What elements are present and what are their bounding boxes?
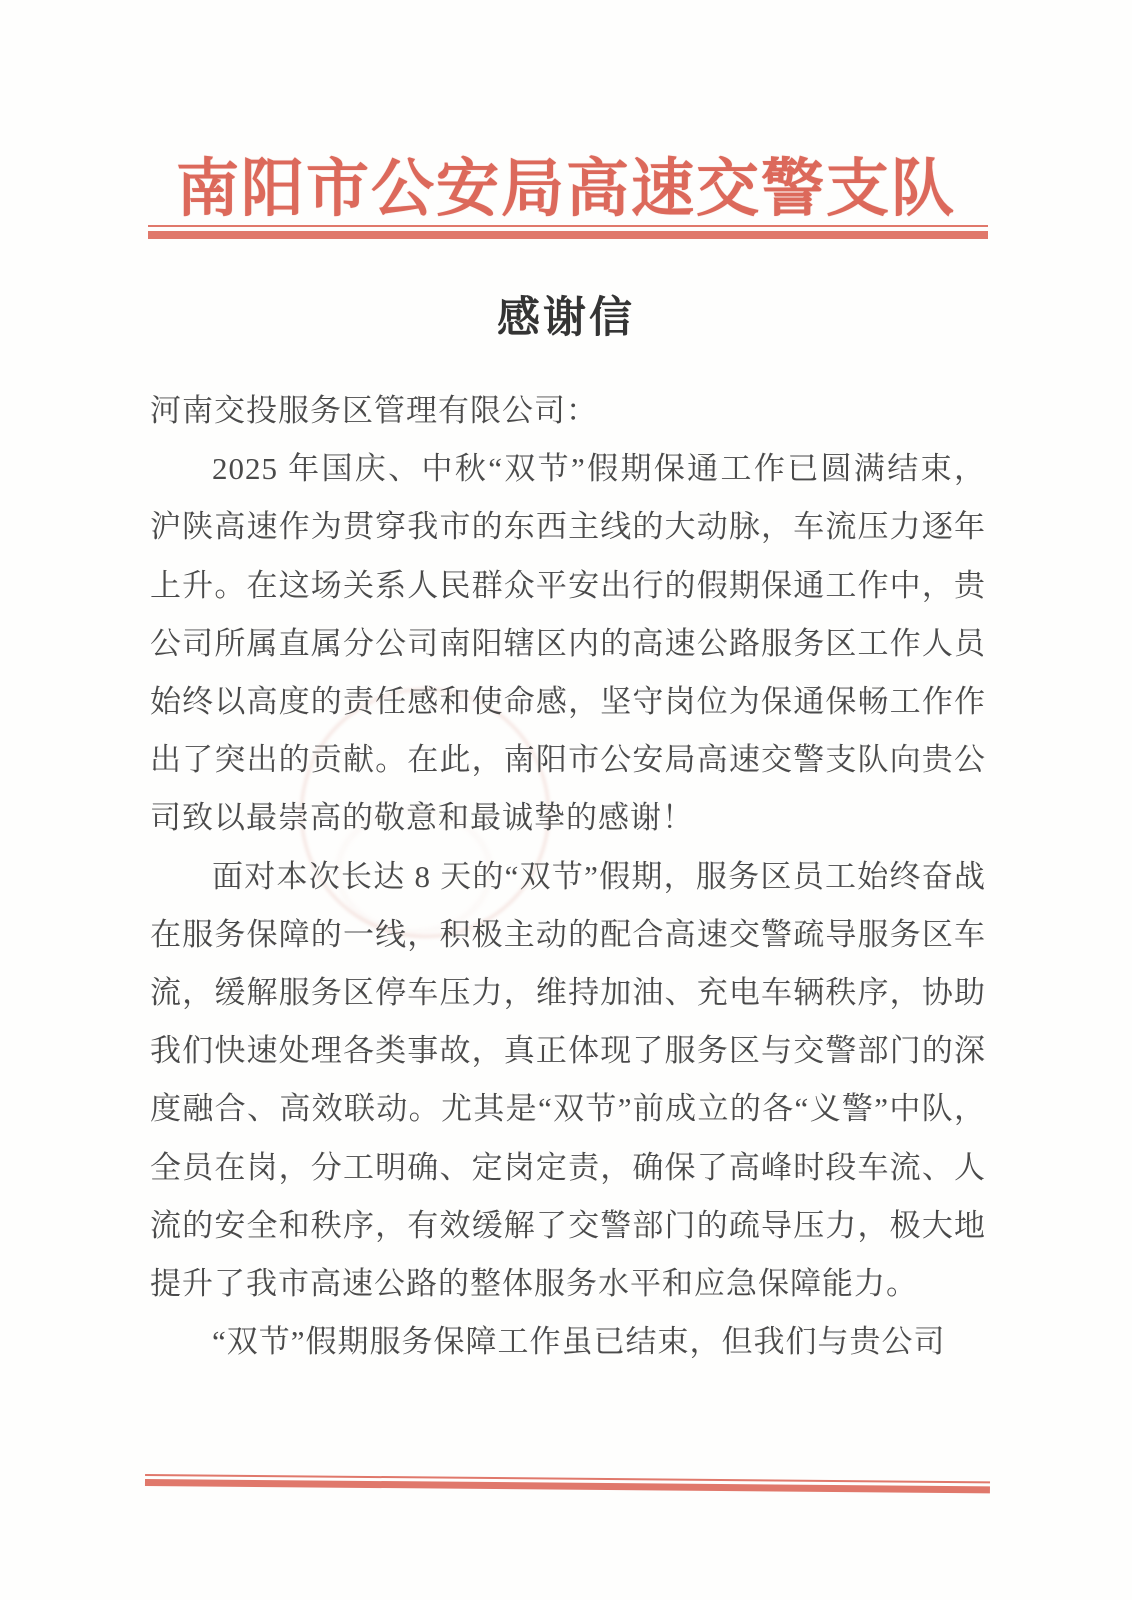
paragraph-3: “双节”假期服务保障工作虽已结束，但我们与贵公司 <box>212 1324 946 1360</box>
letterhead-rule-thick-line <box>148 231 988 239</box>
letter-title: 感谢信 <box>497 295 635 342</box>
recipient-salutation: 河南交投服务区管理有限公司： <box>150 393 598 428</box>
paragraph-1: 2025 年国庆、中秋“双节”假期保通工作已圆满结束，沪陕高速作为贯穿我市的东西主线的大动脉，车流压力逐年上升。在这场关系人民群众平安出行的假期保通工作中，贵公司所属直属分公司南阳辖区内的高速公路服务区工作人员始终以高度的责任感和使命感，坚守岗位为保通保畅工作作出了突出的贡献。在此，南阳市公安局高速交警支队向贵公司致以最崇高的敬意和最诚挚的感谢！ <box>150 451 986 836</box>
letterhead-rule <box>148 225 988 241</box>
letterhead-rule-thin-line <box>148 225 988 227</box>
footer-rule <box>145 1474 990 1495</box>
letter-body <box>150 382 986 1371</box>
letterhead-title: 南阳市公安局高速交警支队 <box>176 154 956 224</box>
paragraph-2: 面对本次长达 8 天的“双节”假期，服务区员工始终奋战在服务保障的一线，积极主动的配合高速交警疏导服务区车流，缓解服务区停车压力，维持加油、充电车辆秩序，协助我们快速处理各类事故，真正体现了服务区与交警部门的深度融合、高效联动。尤其是“双节”前成立的各“义警”中队，全员在岗，分工明确、定岗定责，确保了高峰时段车流、人流的安全和秩序，有效缓解了交警部门的疏导压力，极大地提升了我市高速公路的整体服务水平和应急保障能力。 <box>150 858 986 1302</box>
